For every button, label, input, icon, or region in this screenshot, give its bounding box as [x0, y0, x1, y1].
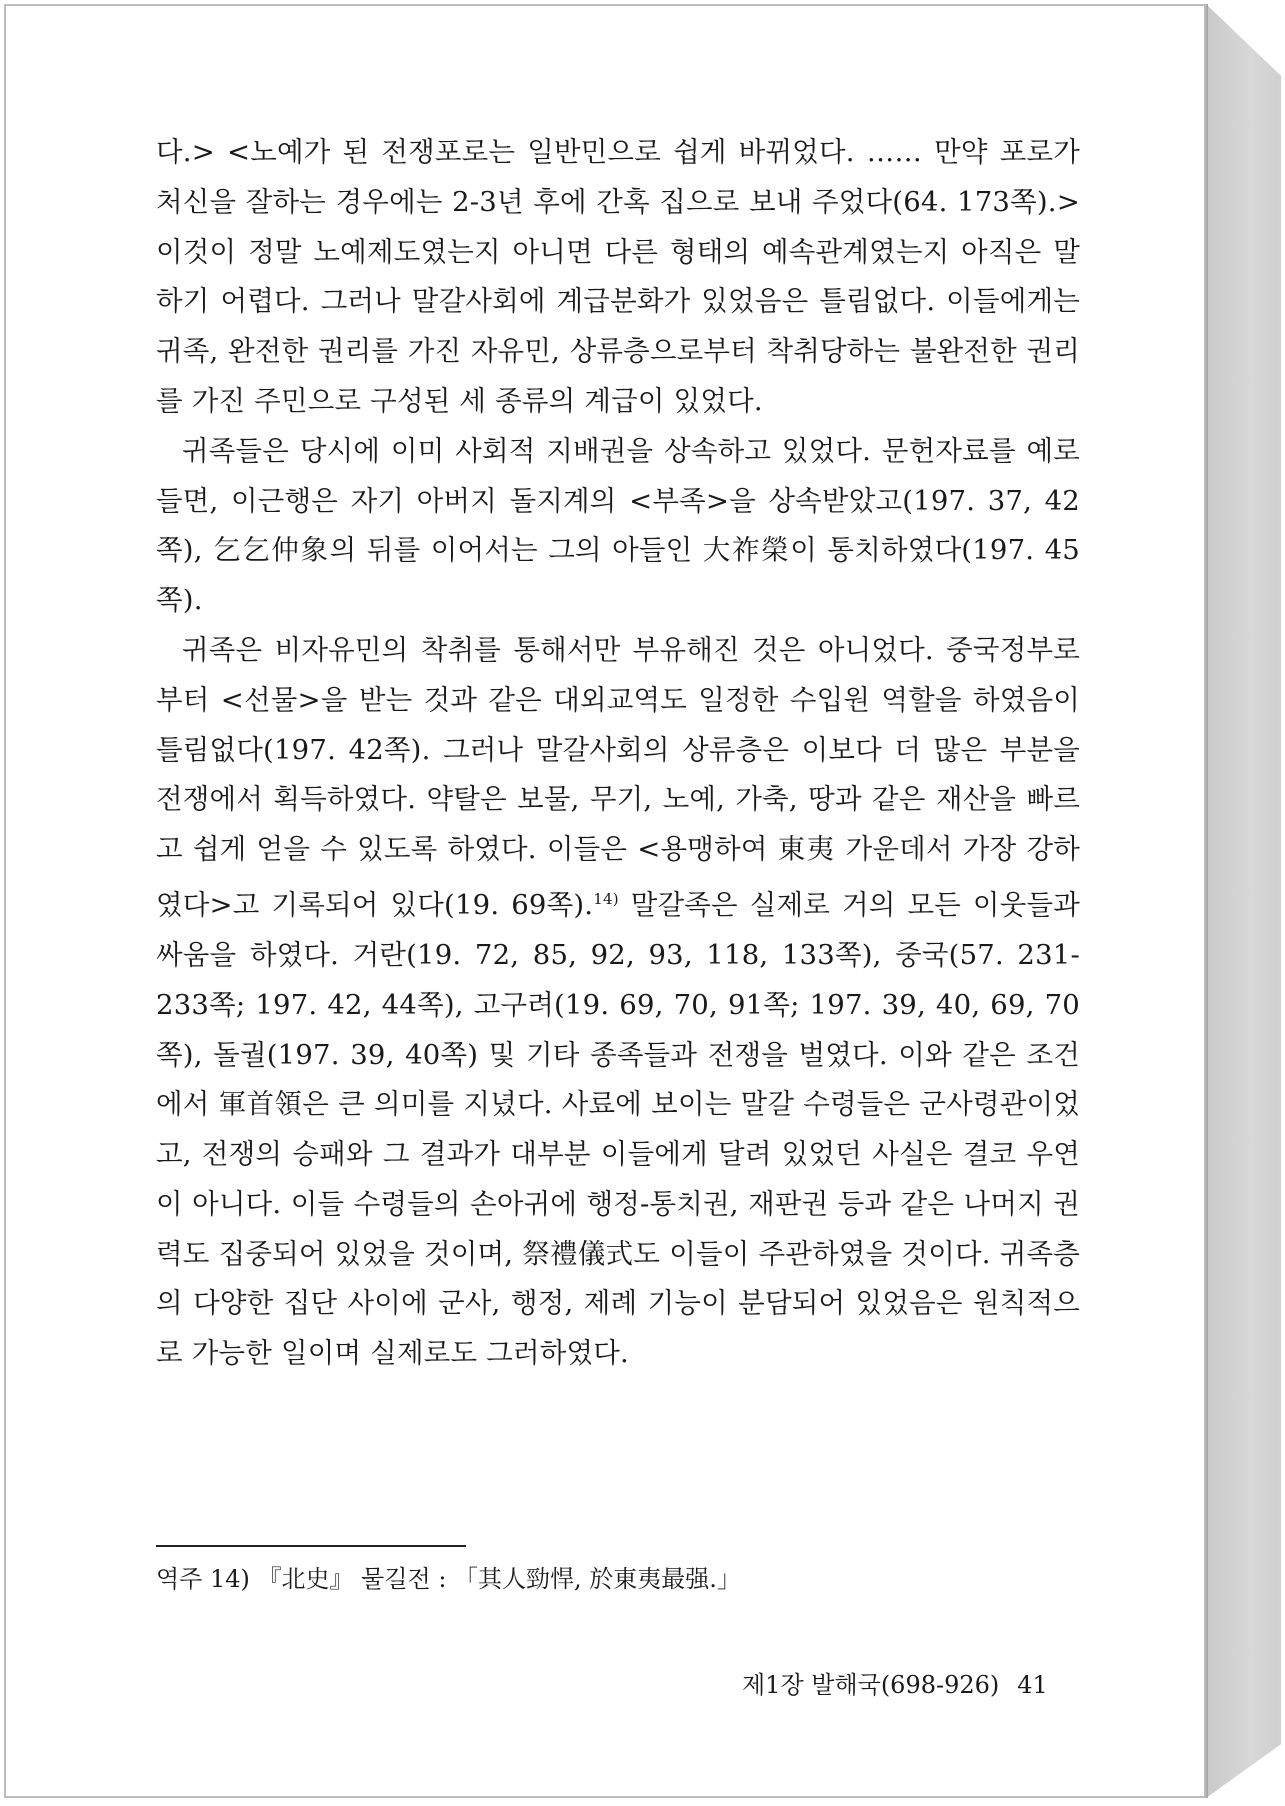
- footnote: 역주 14) 『北史』 물길전 : 「其人勁悍, 於東夷最强.」: [156, 1565, 741, 1593]
- paragraph-3-continued: 말갈족은 실제로 거의 모든 이웃들과 싸움을 하였다. 거란(19. 72, 85, 92, 93, 118, 133쪽), 중국(57. 231-233쪽; 197. 42, 44쪽), 고구려(19. 69, 70, 91쪽; 197. 39, 40, 69, 70쪽), 돌궐(197. 39, 40쪽) 및 기타 종족들과 전쟁을 벌였다. 이와 같은 조건에서 軍首領은 큰 의미를 지녔다. 사료에 보이는 말갈 수령들은 군사령관이었고, 전쟁의 승패와 그 결과가 대부분 이들에게 달려 있었던 사실은 결코 우연이 아니다. 이들 수령들의 손아귀에 행정-통치권, 재판권 등과 같은 나머지 권력도 집중되어 있었을 것이며, 祭禮儀式도 이들이 주관하였을 것이다. 귀족층의 다양한 집단 사이에 군사, 행정, 제례 기능이 분담되어 있었음은 원칙적으로 가능한 일이며 실제로도 그러하였다.: [156, 889, 1080, 1370]
- book-page-edge: [1206, 4, 1281, 1798]
- running-chapter-title: 제1장 발해국(698-926): [742, 1671, 1000, 1699]
- footnote-reference: 14): [593, 889, 619, 908]
- page-number: 41: [1017, 1671, 1048, 1699]
- paragraph-1: 다.> <노예가 된 전쟁포로는 일반민으로 쉽게 바뀌었다. …… 만약 포로가 처신을 잘하는 경우에는 2-3년 후에 간혹 집으로 보내 주었다(64. 173쪽).> 이것이 정말 노예제도였는지 아니면 다른 형태의 예속관계였는지 아직은 말하기 어렵다. 그러나 말갈사회에 계급분화가 있었음은 틀림없다. 이들에게는 귀족, 완전한 권리를 가진 자유민, 상류층으로부터 착취당하는 불완전한 권리를 가진 주민으로 구성된 세 종류의 계급이 있었다.: [156, 136, 1080, 417]
- page-footer: [742, 1668, 1048, 1702]
- paragraph-3-text: 귀족은 비자유민의 착취를 통해서만 부유해진 것은 아니었다. 중국정부로부터 <선물>을 받는 것과 같은 대외교역도 일정한 수입원 역할을 하였음이 틀림없다(197. 42쪽). 그러나 말갈사회의 상류층은 이보다 더 많은 부분을 전쟁에서 획득하였다. 약탈은 보물, 무기, 노예, 가축, 땅과 같은 재산을 빠르고 쉽게 얻을 수 있도록 하였다. 이들은 <용맹하여 東夷 가운데서 가장 강하였다>고 기록되어 있다(19. 69쪽).: [156, 633, 1080, 922]
- body-text: [156, 128, 1080, 1379]
- footnote-divider: [156, 1545, 466, 1547]
- paragraph-3: [156, 626, 1080, 1379]
- paragraph-2: 귀족들은 당시에 이미 사회적 지배권을 상속하고 있었다. 문헌자료를 예로 들면, 이근행은 자기 아버지 돌지계의 <부족>을 상속받았고(197. 37, 42쪽), 乞乞仲象의 뒤를 이어서는 그의 아들인 大祚榮이 통치하였다(197. 45쪽).: [156, 434, 1080, 617]
